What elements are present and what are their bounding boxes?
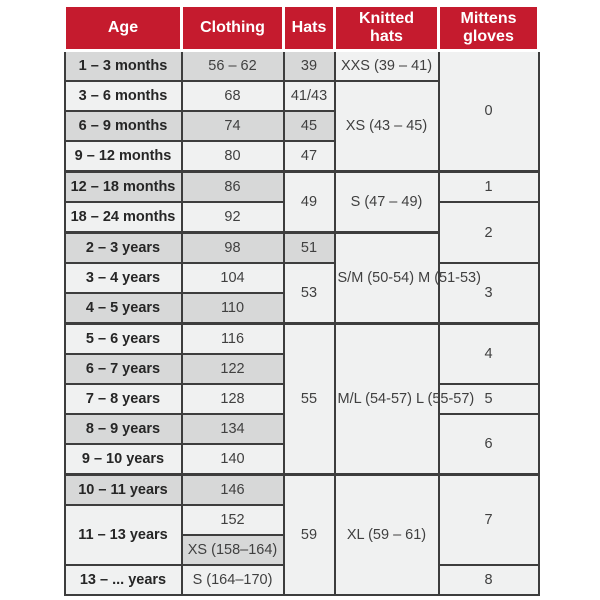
column-header-age <box>65 6 182 51</box>
clothing-cell: 140 <box>182 444 284 475</box>
clothing-cell: XS (158–164) <box>182 535 284 565</box>
age-cell: 9 – 10 years <box>65 444 182 475</box>
mittens-gloves-cell: 7 <box>439 475 539 566</box>
header-row <box>65 6 539 51</box>
column-header-knitted-hats-line2: hats <box>370 28 403 45</box>
age-cell: 3 – 6 months <box>65 81 182 111</box>
column-header-mittens-gloves <box>439 6 539 51</box>
age-cell: 5 – 6 years <box>65 324 182 355</box>
clothing-cell: 92 <box>182 202 284 233</box>
age-cell: 1 – 3 months <box>65 51 182 82</box>
knitted-hats-line2: M (51-53) <box>418 269 481 286</box>
age-cell: 6 – 7 years <box>65 354 182 384</box>
knitted-hats-cell <box>335 324 475 475</box>
clothing-cell: 116 <box>182 324 284 355</box>
hats-cell: 39 <box>284 51 335 82</box>
column-header-hats-label: Hats <box>291 19 327 36</box>
hats-cell: 45 <box>284 111 335 141</box>
knitted-hats-cell: XL (59 – 61) <box>335 475 439 596</box>
clothing-cell: 74 <box>182 111 284 141</box>
hats-cell: 55 <box>284 324 335 475</box>
column-header-clothing-label: Clothing <box>200 19 265 36</box>
clothing-cell: 56 – 62 <box>182 51 284 82</box>
age-cell: 8 – 9 years <box>65 414 182 444</box>
mittens-gloves-cell: 5 <box>439 384 539 414</box>
column-header-mittens-gloves-line2: gloves <box>463 28 514 45</box>
hats-cell: 53 <box>284 263 335 324</box>
size-chart <box>63 4 537 596</box>
clothing-cell: 98 <box>182 233 284 264</box>
clothing-cell: 104 <box>182 263 284 293</box>
age-cell: 4 – 5 years <box>65 293 182 324</box>
age-cell: 9 – 12 months <box>65 141 182 172</box>
clothing-cell: 68 <box>182 81 284 111</box>
knitted-hats-cell-text <box>338 390 475 409</box>
clothing-cell: 122 <box>182 354 284 384</box>
table-row <box>65 324 539 355</box>
mittens-gloves-cell: 6 <box>439 414 539 475</box>
mittens-gloves-cell: 4 <box>439 324 539 385</box>
hats-cell: 47 <box>284 141 335 172</box>
knitted-hats-cell: XS (43 – 45) <box>335 81 439 172</box>
hats-cell: 49 <box>284 172 335 233</box>
table-row <box>65 475 539 506</box>
column-header-clothing <box>182 6 284 51</box>
age-cell: 12 – 18 months <box>65 172 182 203</box>
column-header-age-label: Age <box>107 19 139 36</box>
knitted-hats-cell-text <box>338 269 481 288</box>
knitted-hats-cell: S (47 – 49) <box>335 172 439 233</box>
size-chart-table <box>63 4 540 596</box>
clothing-cell: 80 <box>182 141 284 172</box>
age-cell: 3 – 4 years <box>65 263 182 293</box>
knitted-hats-line1: M/L (54-57) <box>337 390 412 407</box>
age-cell: 11 – 13 years <box>65 505 182 565</box>
age-cell: 6 – 9 months <box>65 111 182 141</box>
hats-cell: 41/43 <box>284 81 335 111</box>
clothing-cell: 152 <box>182 505 284 535</box>
hats-cell: 59 <box>284 475 335 596</box>
knitted-hats-cell <box>335 233 481 324</box>
knitted-hats-line1: S/M (50-54) <box>337 269 415 286</box>
knitted-hats-cell: XXS (39 – 41) <box>335 51 439 82</box>
column-header-knitted-hats-line1: Knitted <box>358 10 415 27</box>
mittens-gloves-cell: 0 <box>439 51 539 172</box>
hats-cell: 51 <box>284 233 335 264</box>
age-cell: 10 – 11 years <box>65 475 182 506</box>
knitted-hats-line2: L (55-57) <box>415 390 475 407</box>
age-cell: 18 – 24 months <box>65 202 182 233</box>
column-header-knitted-hats <box>335 6 439 51</box>
mittens-gloves-cell: 2 <box>439 202 539 263</box>
mittens-gloves-cell: 1 <box>439 172 539 203</box>
column-header-hats <box>284 6 335 51</box>
table-row <box>65 51 539 82</box>
mittens-gloves-cell: 8 <box>439 565 539 595</box>
clothing-cell: 128 <box>182 384 284 414</box>
column-header-mittens-gloves-line1: Mittens <box>460 10 517 27</box>
age-cell: 2 – 3 years <box>65 233 182 264</box>
clothing-cell: 86 <box>182 172 284 203</box>
age-cell: 13 – ... years <box>65 565 182 595</box>
age-cell: 7 – 8 years <box>65 384 182 414</box>
clothing-cell: 110 <box>182 293 284 324</box>
clothing-cell: S (164–170) <box>182 565 284 595</box>
table-row <box>65 172 539 203</box>
clothing-cell: 146 <box>182 475 284 506</box>
mittens-gloves-cell: 3 <box>439 263 539 324</box>
clothing-cell: 134 <box>182 414 284 444</box>
